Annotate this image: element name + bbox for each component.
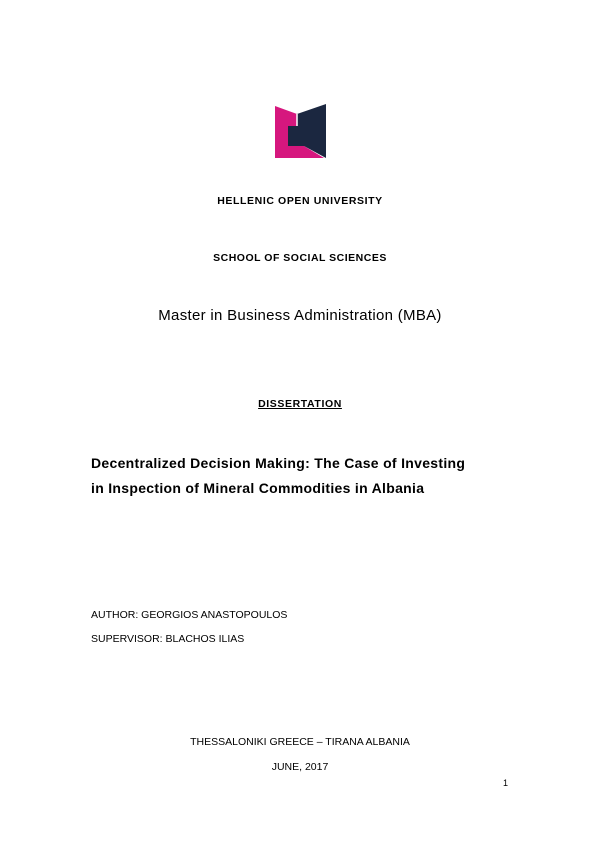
dissertation-title-line-1: Decentralized Decision Making: The Case of Investing	[91, 455, 466, 471]
document-type-label: DISSERTATION	[258, 398, 342, 410]
university-name: HELLENIC OPEN UNIVERSITY	[217, 195, 383, 207]
university-logo-icon	[272, 102, 328, 160]
location-line: THESSALONIKI GREECE – TIRANA ALBANIA	[190, 736, 410, 748]
author-line: AUTHOR: GEORGIOS ANASTOPOULOS	[91, 609, 288, 621]
page-number: 1	[503, 778, 509, 788]
date-line: JUNE, 2017	[271, 761, 329, 773]
school-name: SCHOOL OF SOCIAL SCIENCES	[213, 252, 387, 264]
dissertation-title-line-2: in Inspection of Mineral Commodities in Albania	[91, 480, 425, 496]
document-type-heading	[0, 398, 600, 410]
supervisor-line: SUPERVISOR: BLACHOS ILIAS	[91, 633, 245, 645]
degree-program: Master in Business Administration (MBA)	[158, 307, 442, 324]
